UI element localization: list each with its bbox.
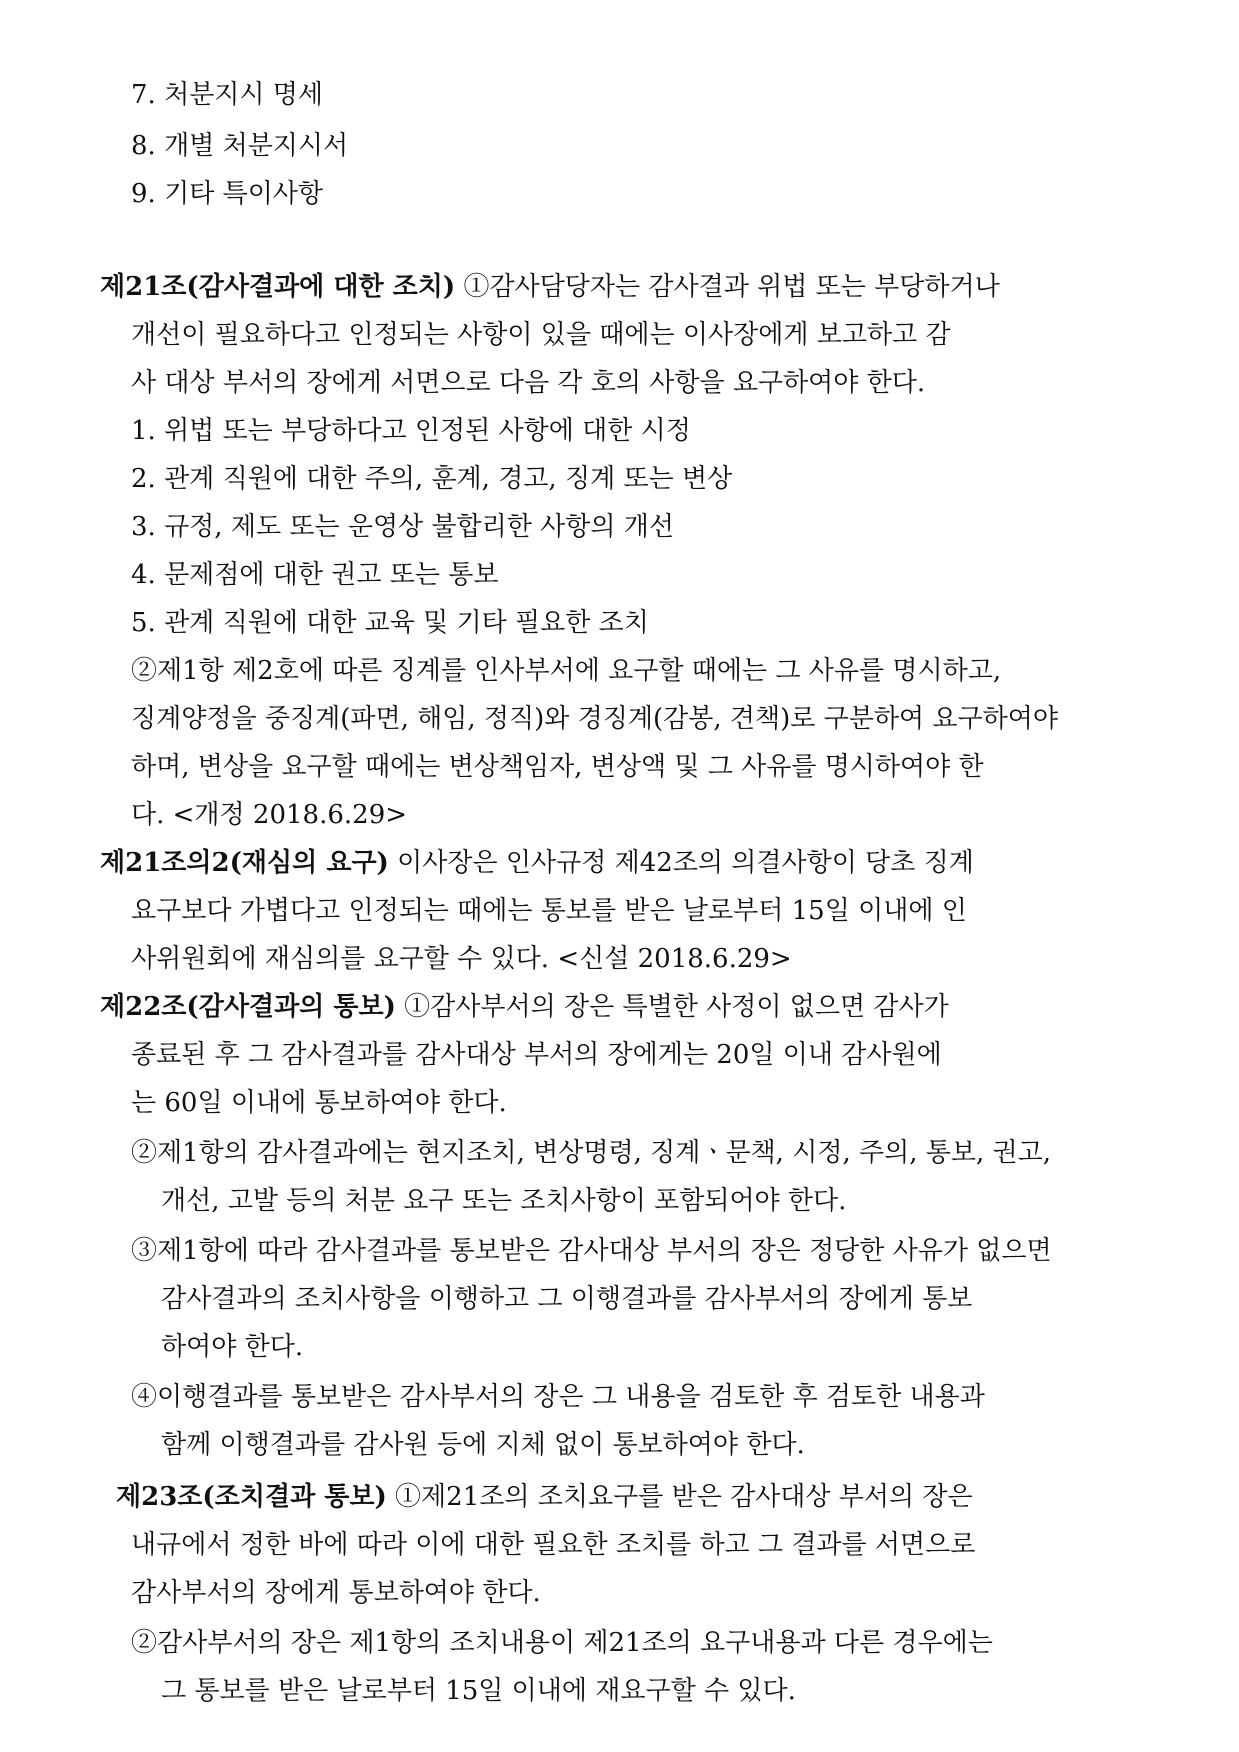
list-item-9: 9. 기타 특이사항 [131,179,324,209]
article-23-para2-line-2: 그 통보를 받은 날로부터 15일 이내에 재요구할 수 있다. [161,1676,796,1706]
article-22-para2-line-2: 개선, 고발 등의 처분 요구 또는 조치사항이 포함되어야 한다. [161,1186,847,1216]
article-22-para4-line-1: ④이행결과를 통보받은 감사부서의 장은 그 내용을 검토한 후 검토한 내용과 [131,1382,985,1412]
article-22-line-3: 는 60일 이내에 통보하여야 한다. [131,1088,507,1118]
article-23-line-2: 내규에서 정한 바에 따라 이에 대한 필요한 조치를 하고 그 결과를 서면으로 [131,1530,976,1560]
article-22-para4-line-2: 함께 이행결과를 감사원 등에 지체 없이 통보하여야 한다. [161,1430,805,1460]
list-item-7: 7. 처분지시 명세 [131,80,324,110]
article-21-2-title: 제21조의2(재심의 요구) [100,848,389,878]
article-21-para2-line-4: 다. <개정 2018.6.29> [131,800,408,830]
article-22-para3-line-1: ③제1항에 따라 감사결과를 통보받은 감사대상 부서의 장은 정당한 사유가 없으면 [131,1236,1052,1266]
article-22-line-1: 제22조(감사결과의 통보) ①감사부서의 장은 특별한 사정이 없으면 감사가 [100,992,949,1022]
article-21-line-2: 개선이 필요하다고 인정되는 사항이 있을 때에는 이사장에게 보고하고 감 [131,320,951,350]
article-23-line-3: 감사부서의 장에게 통보하여야 한다. [131,1578,541,1608]
article-21-para2-line-3: 하며, 변상을 요구할 때에는 변상책임자, 변상액 및 그 사유를 명시하여야 한 [131,752,984,782]
list-item-8: 8. 개별 처분지시서 [131,131,349,161]
article-21-2-line-1: 제21조의2(재심의 요구) 이사장은 인사규정 제42조의 의결사항이 당초 징계 [100,848,974,878]
article-23-line-1: 제23조(조치결과 통보) ①제21조의 조치요구를 받은 감사대상 부서의 장은 [116,1482,973,1512]
article-21-2-line-3: 사위원회에 재심의를 요구할 수 있다. <신설 2018.6.29> [131,944,792,974]
article-23-para2-line-1: ②감사부서의 장은 제1항의 조치내용이 제21조의 요구내용과 다른 경우에는 [131,1628,993,1658]
article-21-line-1: 제21조(감사결과에 대한 조치) ①감사담당자는 감사결과 위법 또는 부당하거나 [100,272,1000,302]
article-21-para2-line-2: 징계양정을 중징계(파면, 해임, 정직)와 경징계(감봉, 견책)로 구분하여 요구하여야 [131,704,1058,734]
article-21-para2-line-1: ②제1항 제2호에 따른 징계를 인사부서에 요구할 때에는 그 사유를 명시하고, [131,656,1002,686]
article-23-title: 제23조(조치결과 통보) [116,1482,387,1512]
article-21-item-5: 5. 관계 직원에 대한 교육 및 기타 필요한 조치 [131,608,649,638]
article-21-item-3: 3. 규정, 제도 또는 운영상 불합리한 사항의 개선 [131,512,675,542]
article-21-item-2: 2. 관계 직원에 대한 주의, 훈계, 경고, 징계 또는 변상 [131,464,733,494]
article-22-para3-line-2: 감사결과의 조치사항을 이행하고 그 이행결과를 감사부서의 장에게 통보 [161,1284,973,1314]
article-21-line-3: 사 대상 부서의 장에게 서면으로 다음 각 호의 사항을 요구하여야 한다. [131,368,926,398]
article-22-para2-line-1: ②제1항의 감사결과에는 현지조치, 변상명령, 징계ㆍ문책, 시정, 주의, 통보, 권고, [131,1138,1051,1168]
article-22-para3-line-3: 하여야 한다. [161,1332,304,1362]
article-21-item-4: 4. 문제점에 대한 권고 또는 통보 [131,560,499,590]
article-22-title: 제22조(감사결과의 통보) [100,992,396,1022]
article-21-title: 제21조(감사결과에 대한 조치) [100,272,456,302]
article-22-line-2: 종료된 후 그 감사결과를 감사대상 부서의 장에게는 20일 이내 감사원에 [131,1040,942,1070]
article-21-2-line-2: 요구보다 가볍다고 인정되는 때에는 통보를 받은 날로부터 15일 이내에 인 [131,896,967,926]
article-21-item-1: 1. 위법 또는 부당하다고 인정된 사항에 대한 시정 [131,416,691,446]
